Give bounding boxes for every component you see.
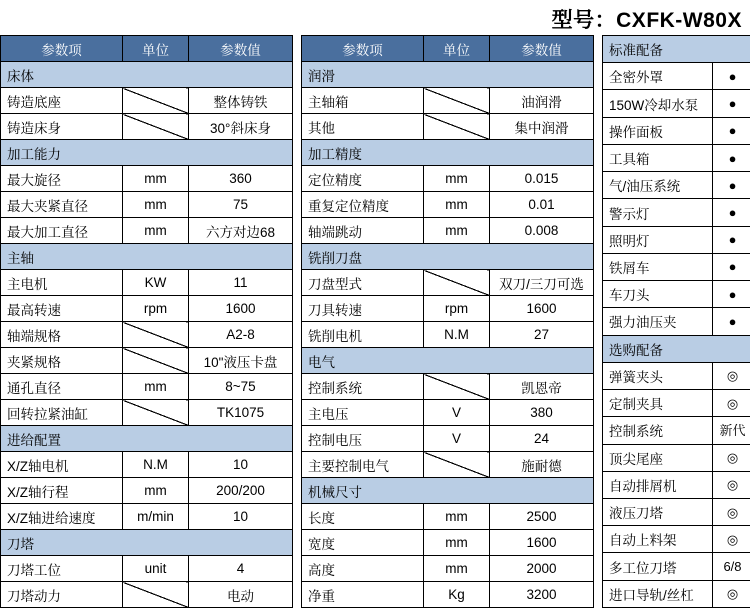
- page-title: 型号：CXFK-W80X: [552, 4, 742, 34]
- param-value: 4: [189, 556, 293, 582]
- param-value: 24: [490, 426, 594, 452]
- param-name: 最大夹紧直径: [1, 192, 123, 218]
- equipment-mark: ●: [713, 144, 750, 171]
- empty-unit-cell: [424, 270, 490, 296]
- section-label: 选购配备: [603, 335, 750, 362]
- table-row: [302, 530, 594, 556]
- param-name: 高度: [302, 556, 424, 582]
- equipment-name: 150W冷却水泵: [603, 90, 713, 117]
- table-row: [603, 362, 750, 389]
- param-value: 集中润滑: [490, 114, 594, 140]
- param-name: 宽度: [302, 530, 424, 556]
- equipment-name: 照明灯: [603, 226, 713, 253]
- equipment-name: 车刀头: [603, 281, 713, 308]
- equipment-mark: ●: [713, 90, 750, 117]
- spec-table-right: [602, 35, 750, 608]
- param-name: 铣削电机: [302, 322, 424, 348]
- column-header-0: 参数项: [1, 36, 123, 62]
- param-name: 最高转速: [1, 296, 123, 322]
- param-unit: mm: [424, 556, 490, 582]
- param-name: 控制系统: [302, 374, 424, 400]
- param-unit: mm: [123, 374, 189, 400]
- equipment-mark: ◎: [713, 526, 750, 553]
- param-value: 2500: [490, 504, 594, 530]
- param-value: 整体铸铁: [189, 88, 293, 114]
- column-header-2: 参数值: [490, 36, 594, 62]
- section-row: [302, 140, 594, 166]
- table-row: [302, 270, 594, 296]
- param-unit: V: [424, 426, 490, 452]
- table-row: [603, 444, 750, 471]
- table-row: [603, 172, 750, 199]
- param-unit: mm: [424, 504, 490, 530]
- table-row: [302, 452, 594, 478]
- empty-unit-cell: [424, 88, 490, 114]
- table-row: [302, 218, 594, 244]
- section-row: [603, 335, 750, 362]
- equipment-name: 强力油压夹: [603, 308, 713, 335]
- param-value: 1600: [189, 296, 293, 322]
- empty-unit-cell: [123, 582, 189, 608]
- param-value: 30°斜床身: [189, 114, 293, 140]
- table-row: [302, 426, 594, 452]
- section-row: [1, 244, 293, 270]
- param-name: 刀盘型式: [302, 270, 424, 296]
- empty-unit-cell: [123, 322, 189, 348]
- equipment-name: 铁屑车: [603, 253, 713, 280]
- equipment-name: 定制夹具: [603, 390, 713, 417]
- param-name: 其他: [302, 114, 424, 140]
- section-label: 加工能力: [1, 140, 293, 166]
- equipment-mark: ●: [713, 63, 750, 90]
- section-label: 标准配备: [603, 36, 750, 63]
- param-name: 回转拉紧油缸: [1, 400, 123, 426]
- spec-table-left: [0, 35, 293, 608]
- param-name: 控制电压: [302, 426, 424, 452]
- empty-unit-cell: [123, 348, 189, 374]
- param-name: 主电压: [302, 400, 424, 426]
- table-row: [1, 374, 293, 400]
- equipment-name: 自动排屑机: [603, 471, 713, 498]
- table-row: [1, 296, 293, 322]
- column-header-2: 参数值: [189, 36, 293, 62]
- param-unit: N.M: [123, 452, 189, 478]
- table-row: [603, 526, 750, 553]
- param-name: 最大旋径: [1, 166, 123, 192]
- param-name: X/Z轴进给速度: [1, 504, 123, 530]
- section-row: [603, 36, 750, 63]
- param-value: 360: [189, 166, 293, 192]
- table-row: [302, 296, 594, 322]
- equipment-mark: ◎: [713, 471, 750, 498]
- param-name: 铸造底座: [1, 88, 123, 114]
- param-unit: mm: [123, 478, 189, 504]
- param-unit: mm: [123, 218, 189, 244]
- column-header-1: 单位: [123, 36, 189, 62]
- param-value: 380: [490, 400, 594, 426]
- table-row: [603, 199, 750, 226]
- spec-table-middle: [301, 35, 594, 608]
- param-value: 油润滑: [490, 88, 594, 114]
- empty-unit-cell: [123, 114, 189, 140]
- param-name: 轴端跳动: [302, 218, 424, 244]
- table-row: [1, 348, 293, 374]
- param-name: 轴端规格: [1, 322, 123, 348]
- section-label: 加工精度: [302, 140, 594, 166]
- table-row: [603, 417, 750, 444]
- table-row: [302, 504, 594, 530]
- param-value: 200/200: [189, 478, 293, 504]
- param-value: 凯恩帝: [490, 374, 594, 400]
- equipment-name: 警示灯: [603, 199, 713, 226]
- empty-unit-cell: [424, 114, 490, 140]
- section-label: 机械尺寸: [302, 478, 594, 504]
- equipment-mark: ◎: [713, 580, 750, 607]
- section-row: [302, 244, 594, 270]
- param-unit: mm: [424, 166, 490, 192]
- equipment-name: 工具箱: [603, 144, 713, 171]
- table-row: [1, 192, 293, 218]
- param-value: 电动: [189, 582, 293, 608]
- param-value: A2-8: [189, 322, 293, 348]
- param-value: 10: [189, 504, 293, 530]
- equipment-name: 控制系统: [603, 417, 713, 444]
- spec-table-right-body: [603, 36, 750, 608]
- section-label: 铣削刀盘: [302, 244, 594, 270]
- table-row: [302, 322, 594, 348]
- column-header-1: 单位: [424, 36, 490, 62]
- table-row: [603, 553, 750, 580]
- param-value: 施耐德: [490, 452, 594, 478]
- equipment-mark: 新代: [713, 417, 750, 444]
- param-value: 0.015: [490, 166, 594, 192]
- section-label: 刀塔: [1, 530, 293, 556]
- section-row: [302, 62, 594, 88]
- param-unit: rpm: [123, 296, 189, 322]
- spec-table-middle-body: [302, 36, 594, 608]
- table-row: [302, 88, 594, 114]
- equipment-name: 气/油压系统: [603, 172, 713, 199]
- table-row: [603, 63, 750, 90]
- equipment-mark: ●: [713, 281, 750, 308]
- table-row: [603, 117, 750, 144]
- equipment-mark: ●: [713, 199, 750, 226]
- param-name: 主要控制电气: [302, 452, 424, 478]
- param-name: 通孔直径: [1, 374, 123, 400]
- table-row: [603, 90, 750, 117]
- param-value: 8~75: [189, 374, 293, 400]
- table-row: [302, 192, 594, 218]
- param-unit: V: [424, 400, 490, 426]
- param-value: 27: [490, 322, 594, 348]
- table-row: [1, 400, 293, 426]
- param-unit: N.M: [424, 322, 490, 348]
- param-unit: mm: [424, 530, 490, 556]
- param-name: 长度: [302, 504, 424, 530]
- param-name: 重复定位精度: [302, 192, 424, 218]
- equipment-name: 液压刀塔: [603, 498, 713, 525]
- param-unit: m/min: [123, 504, 189, 530]
- param-name: 定位精度: [302, 166, 424, 192]
- param-value: 2000: [490, 556, 594, 582]
- equipment-name: 操作面板: [603, 117, 713, 144]
- equipment-mark: ●: [713, 253, 750, 280]
- param-name: 净重: [302, 582, 424, 608]
- section-label: 电气: [302, 348, 594, 374]
- param-name: 最大加工直径: [1, 218, 123, 244]
- equipment-name: 自动上料架: [603, 526, 713, 553]
- section-label: 床体: [1, 62, 293, 88]
- param-unit: unit: [123, 556, 189, 582]
- section-row: [302, 478, 594, 504]
- param-value: 10: [189, 452, 293, 478]
- equipment-mark: 6/8: [713, 553, 750, 580]
- equipment-name: 进口导轨/丝杠: [603, 580, 713, 607]
- table-row: [302, 374, 594, 400]
- empty-unit-cell: [123, 400, 189, 426]
- param-value: 0.008: [490, 218, 594, 244]
- empty-unit-cell: [424, 452, 490, 478]
- empty-unit-cell: [123, 88, 189, 114]
- section-label: 主轴: [1, 244, 293, 270]
- table-row: [603, 471, 750, 498]
- param-name: X/Z轴行程: [1, 478, 123, 504]
- section-label: 润滑: [302, 62, 594, 88]
- table-row: [1, 166, 293, 192]
- table-row: [1, 114, 293, 140]
- section-row: [302, 348, 594, 374]
- param-name: 刀塔工位: [1, 556, 123, 582]
- param-name: X/Z轴电机: [1, 452, 123, 478]
- table-row: [603, 308, 750, 335]
- table-row: [1, 452, 293, 478]
- param-name: 主电机: [1, 270, 123, 296]
- param-value: 1600: [490, 296, 594, 322]
- param-unit: mm: [424, 218, 490, 244]
- table-row: [302, 166, 594, 192]
- table-row: [603, 498, 750, 525]
- table-row: [1, 88, 293, 114]
- table-row: [1, 322, 293, 348]
- equipment-mark: ●: [713, 308, 750, 335]
- empty-unit-cell: [424, 374, 490, 400]
- param-name: 刀具转速: [302, 296, 424, 322]
- table-row: [302, 582, 594, 608]
- table-row: [603, 253, 750, 280]
- table-row: [1, 270, 293, 296]
- equipment-mark: ◎: [713, 362, 750, 389]
- param-unit: mm: [424, 192, 490, 218]
- equipment-mark: ●: [713, 172, 750, 199]
- param-unit: rpm: [424, 296, 490, 322]
- table-header-row: [302, 36, 594, 62]
- table-row: [1, 218, 293, 244]
- param-value: 3200: [490, 582, 594, 608]
- param-name: 夹紧规格: [1, 348, 123, 374]
- param-unit: Kg: [424, 582, 490, 608]
- param-value: TK1075: [189, 400, 293, 426]
- spec-table-left-body: [1, 36, 293, 608]
- table-row: [603, 144, 750, 171]
- table-row: [1, 556, 293, 582]
- param-unit: mm: [123, 192, 189, 218]
- param-value: 10"液压卡盘: [189, 348, 293, 374]
- table-row: [603, 390, 750, 417]
- table-row: [603, 580, 750, 607]
- equipment-name: 多工位刀塔: [603, 553, 713, 580]
- table-row: [302, 114, 594, 140]
- param-value: 双刀/三刀可选: [490, 270, 594, 296]
- spec-tables: [0, 35, 750, 608]
- param-unit: KW: [123, 270, 189, 296]
- param-name: 铸造床身: [1, 114, 123, 140]
- param-value: 11: [189, 270, 293, 296]
- section-row: [1, 530, 293, 556]
- table-row: [302, 556, 594, 582]
- equipment-mark: ◎: [713, 390, 750, 417]
- table-row: [1, 504, 293, 530]
- equipment-mark: ●: [713, 226, 750, 253]
- param-name: 主轴箱: [302, 88, 424, 114]
- column-header-0: 参数项: [302, 36, 424, 62]
- equipment-name: 全密外罩: [603, 63, 713, 90]
- section-label: 进给配置: [1, 426, 293, 452]
- table-row: [1, 582, 293, 608]
- table-row: [302, 400, 594, 426]
- equipment-name: 弹簧夹头: [603, 362, 713, 389]
- param-name: 刀塔动力: [1, 582, 123, 608]
- equipment-name: 顶尖尾座: [603, 444, 713, 471]
- table-row: [603, 281, 750, 308]
- table-header-row: [1, 36, 293, 62]
- section-row: [1, 140, 293, 166]
- equipment-mark: ◎: [713, 498, 750, 525]
- table-row: [1, 478, 293, 504]
- section-row: [1, 426, 293, 452]
- param-value: 75: [189, 192, 293, 218]
- equipment-mark: ●: [713, 117, 750, 144]
- equipment-mark: ◎: [713, 444, 750, 471]
- table-row: [603, 226, 750, 253]
- param-value: 六方对边68: [189, 218, 293, 244]
- param-unit: mm: [123, 166, 189, 192]
- section-row: [1, 62, 293, 88]
- param-value: 1600: [490, 530, 594, 556]
- param-value: 0.01: [490, 192, 594, 218]
